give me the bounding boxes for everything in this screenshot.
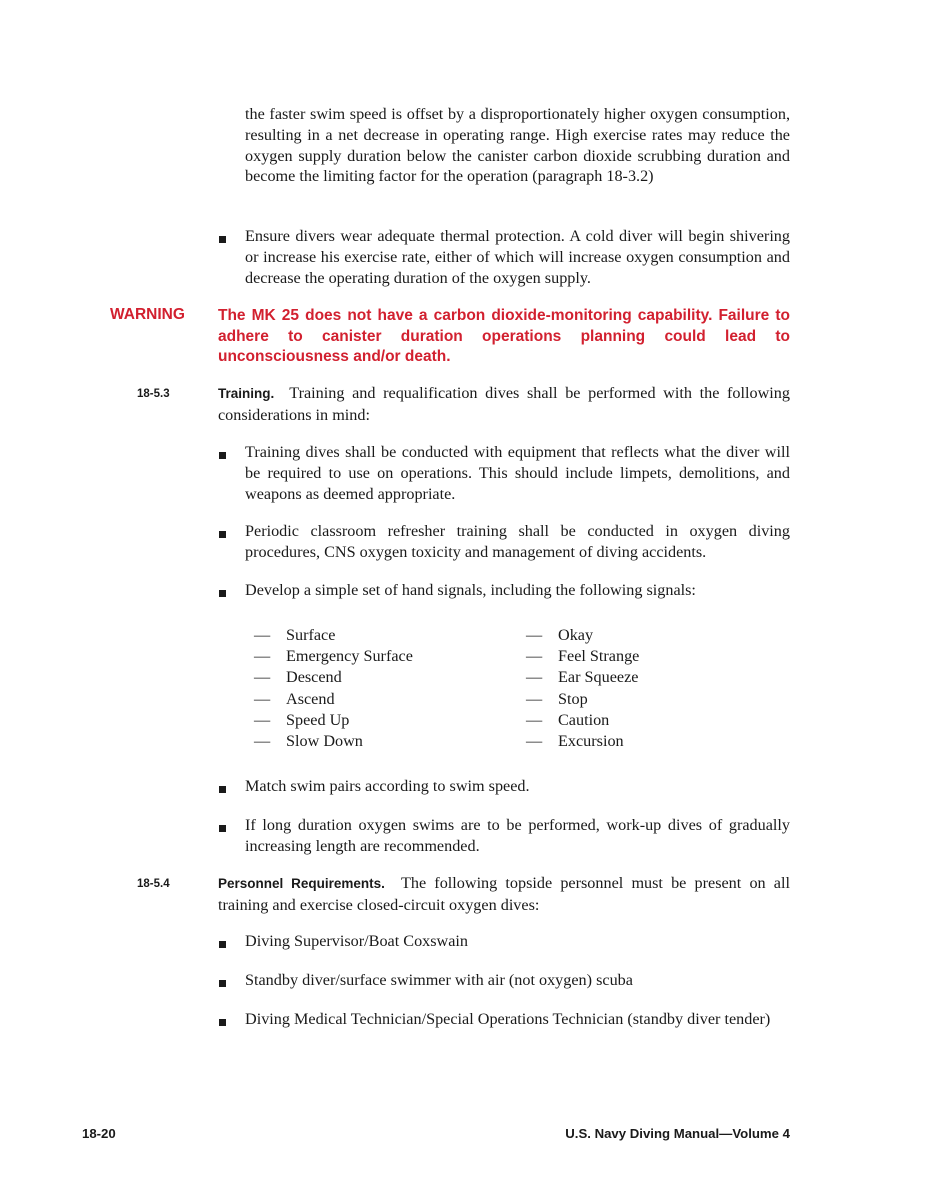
signal-item: — Surface [254,626,336,644]
section-number-training: 18-5.3 [137,388,170,400]
training-bullet-hand-signals: Develop a simple set of hand signals, including the following signals: [245,581,696,599]
signal-item: — Emergency Surface [254,647,413,666]
training-bullet-work-up-dives: If long duration oxygen swims are to be performed, work-up dives of gradually increasing length are recommended. [245,816,790,855]
section-heading-training: Training. [218,386,275,401]
manual-title: U.S. Navy Diving Manual—Volume 4 [565,1126,790,1141]
signal-item: — Feel Strange [526,647,640,666]
bullet-marker [219,941,226,948]
bullet-marker [219,236,226,243]
bullet-marker [219,531,226,538]
signal-item: — Speed Up [254,710,350,729]
section-training-intro [218,383,790,426]
bullet-marker [219,590,226,597]
bullet-marker [219,452,226,459]
training-bullet-equipment: Training dives shall be conducted with equipment that reflects what the diver will be required to use on operations. This should include limpets, demolitions, and weapons as deemed appropriate. [245,443,790,503]
training-bullet-swim-pairs: Match swim pairs according to swim speed. [245,777,530,795]
signal-item: — Okay [526,626,594,644]
section-personnel-intro-text: The following topside personnel must be present on all training and exercise closed-circuit oxygen dives: [218,874,790,914]
personnel-bullet-supervisor: Diving Supervisor/Boat Coxswain [245,932,469,950]
bullet-marker [219,1019,226,1026]
signal-item: — Ear Squeeze [526,668,639,687]
hand-signals-left-column [254,625,413,752]
personnel-bullet-medical-technician: Diving Medical Technician/Special Operations Technician (standby diver tender) [245,1010,771,1028]
section-training-intro-text: Training and requalification dives shall be performed with the following considerations in mind: [218,384,790,424]
signal-item: — Descend [254,668,342,687]
signal-item: — Ascend [254,689,335,708]
signal-item: — Caution [526,710,610,729]
warning-label: WARNING [110,306,185,323]
training-bullet-classroom: Periodic classroom refresher training shall be conducted in oxygen diving procedures, CNS oxygen toxicity and management of diving accidents. [245,522,790,561]
bullet-marker [219,825,226,832]
warning-text: The MK 25 does not have a carbon dioxide-monitoring capability. Failure to adhere to canister duration operations planning could lead to unconsciousness and/or death. [218,307,790,366]
personnel-bullet-standby-diver: Standby diver/surface swimmer with air (not oxygen) scuba [245,971,633,989]
continuation-paragraph: the faster swim speed is offset by a disproportionately higher oxygen consumption, resulting in a net decrease in operating range. High exercise rates may reduce the oxygen supply duration below the canister carbon dioxide scrubbing duration and become the limiting factor for the operation (paragraph 18-3.2) [245,105,790,186]
bullet-marker [219,980,226,987]
page-number: 18-20 [82,1126,116,1141]
section-number-personnel: 18-5.4 [137,878,170,890]
signal-item: — Excursion [526,732,624,751]
section-heading-personnel: Personnel Requirements. [218,876,385,891]
thermal-protection-bullet: Ensure divers wear adequate thermal protection. A cold diver will begin shivering or increase his exercise rate, either of which will increase oxygen consumption and decrease the operating duration of the oxygen supply. [245,227,790,287]
bullet-marker [219,786,226,793]
hand-signals-right-column [526,625,639,752]
signal-item: — Stop [526,689,588,708]
section-personnel-intro [218,873,790,916]
signal-item: — Slow Down [254,732,363,751]
